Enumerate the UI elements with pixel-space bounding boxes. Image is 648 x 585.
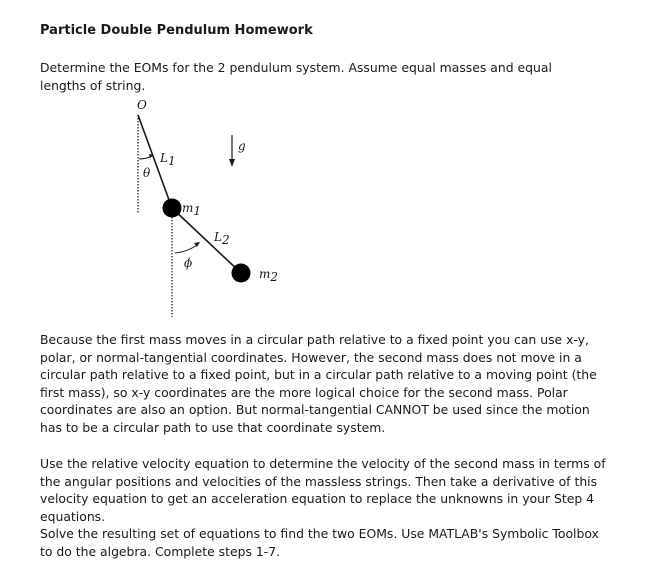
l2-label: L2 (214, 230, 230, 247)
theta-label: θ (143, 166, 151, 180)
m1-label: m1 (182, 201, 202, 218)
solve-paragraph: Solve the resulting set of equations to find the two EOMs. Use MATLAB's Symbolic Toolbox to do the algebra. Complete steps 1-7. (40, 526, 599, 559)
page-title: Particle Double Pendulum Homework (40, 23, 313, 38)
origin-label: O (137, 98, 147, 112)
l1-label: L1 (160, 151, 176, 168)
gravity-label: g (238, 139, 246, 153)
phi-label: ϕ (184, 256, 193, 270)
mass-1 (163, 199, 182, 218)
m2-label: m2 (259, 267, 279, 284)
gravity-arrowhead (229, 159, 235, 167)
velocity-paragraph: Use the relative velocity equation to determine the velocity of the second mass in terms of the angular positions and velocities of the massless strings. Then take a derivative of this velocity equation to get an acceleration equation to replace the unknowns in your Step 4 equations. (40, 456, 606, 524)
double-pendulum-diagram (120, 95, 290, 325)
intro-paragraph: Determine the EOMs for the 2 pendulum system. Assume equal masses and equal lengths of string. (40, 60, 552, 93)
phi-arc (175, 245, 197, 253)
coordinates-paragraph: Because the first mass moves in a circular path relative to a fixed point you can use x-y, polar, or normal-tangential coordinates. However, the second mass does not move in a circular path relative to a fixed point, but in a circular path relative to a moving point (the first mass), so x-y coordinates are the more logical choice for the second mass. Polar coordinates are also an option. But normal-tangential CANNOT be used since the motion has to be a circular path to use that coordinate system. (40, 332, 597, 435)
string-2 (172, 208, 241, 273)
mass-2 (232, 264, 251, 283)
